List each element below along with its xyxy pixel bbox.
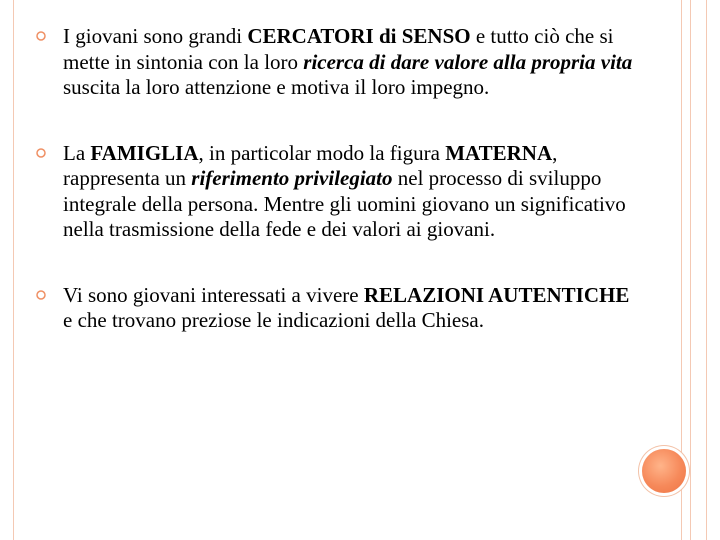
bullet-icon: [36, 148, 46, 158]
bullet-list: [36, 24, 636, 334]
bullet-item: [36, 141, 636, 243]
decorative-line: [706, 0, 707, 540]
bullet-icon: [36, 290, 46, 300]
bullet-text: Vi sono giovani interessati a vivere RELAZIONI AUTENTICHE e che trovano preziose le indicazioni della Chiesa.: [63, 282, 630, 332]
decorative-line: [690, 0, 691, 540]
bullet-item: [36, 283, 636, 334]
decorative-circle: [642, 449, 686, 493]
bullet-icon: [36, 31, 46, 41]
bullet-text: I giovani sono grandi CERCATORI di SENSO e tutto ciò che si mette in sintonia con la loro ricerca di dare valore alla propria vita suscita la loro attenzione e motiva il loro impegno.: [63, 24, 633, 99]
decorative-line: [13, 0, 14, 540]
bullet-text: La FAMIGLIA, in particolar modo la figura MATERNA, rappresenta un riferimento privilegiato nel processo di sviluppo integrale della persona. Mentre gli uomini giovano un significativo nella trasmissione della fede e dei valori ai giovani.: [63, 140, 626, 241]
bullet-item: [36, 24, 636, 101]
